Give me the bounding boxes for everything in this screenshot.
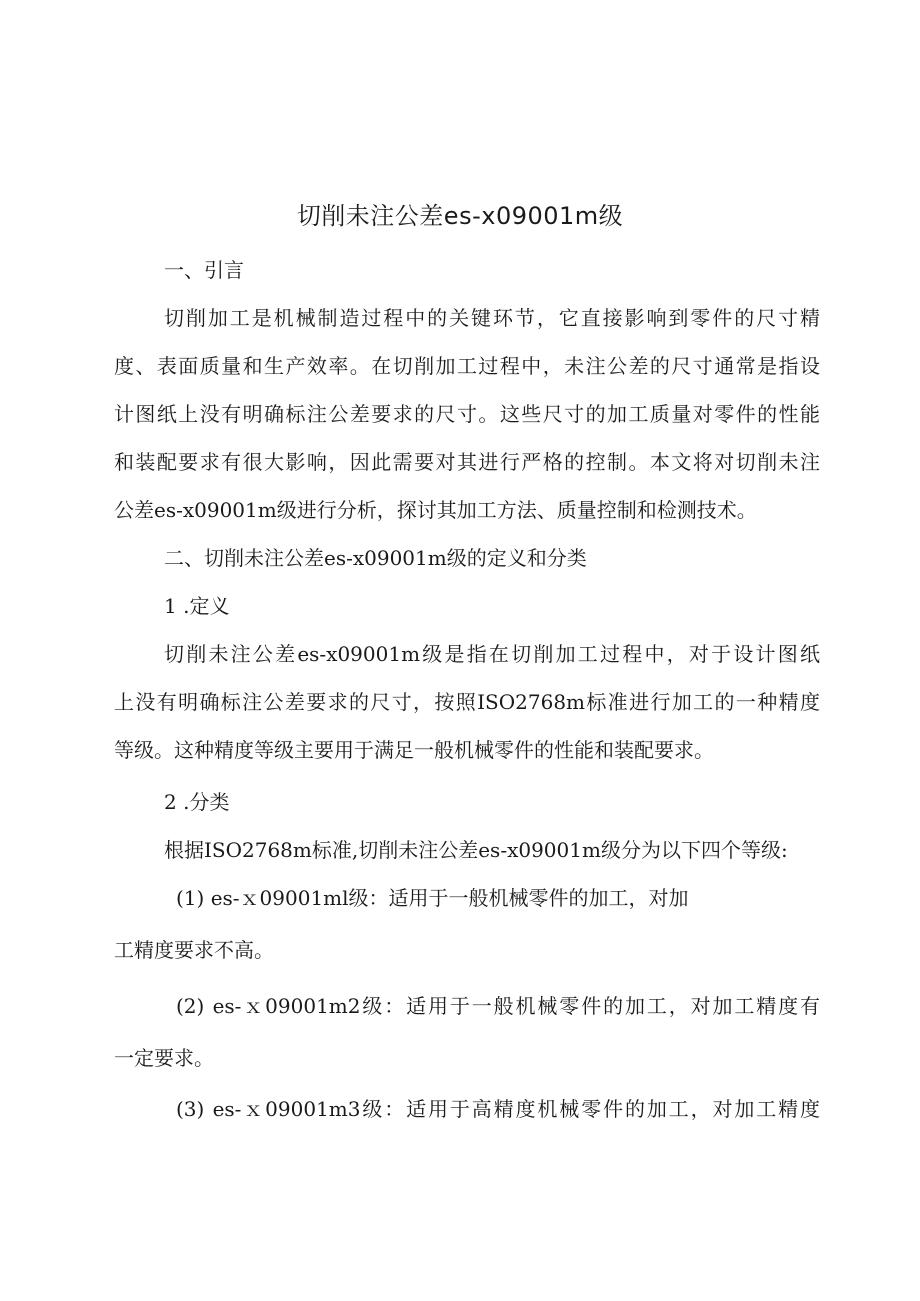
- document-title: 切削未注公差es-x09001m级: [296, 202, 624, 230]
- list-item-1-continuation: 工精度要求不高。: [114, 938, 274, 962]
- paragraph-line: 切削未注公差es-x09001m级是指在切削加工过程中，对于设计图纸: [164, 642, 820, 666]
- paragraph-line: 度、表面质量和生产效率。在切削加工过程中，未注公差的尺寸通常是指设: [114, 354, 820, 378]
- list-item-2: (2) es-ｘ09001m2级：适用于一般机械零件的加工，对加工精度有: [176, 994, 820, 1018]
- subheading-definition: 1 .定义: [164, 594, 230, 618]
- paragraph-line: 公差es-x09001m级进行分析，探讨其加工方法、质量控制和检测技术。: [114, 498, 757, 522]
- list-item-2-continuation: 一定要求。: [114, 1046, 214, 1070]
- section-heading-introduction: 一、引言: [164, 258, 244, 282]
- paragraph-line: 根据ISO2768m标准,切削未注公差es-x09001m级分为以下四个等级:: [164, 838, 788, 862]
- paragraph-line: 计图纸上没有明确标注公差要求的尺寸。这些尺寸的加工质量对零件的性能: [114, 402, 820, 426]
- list-item-1: (1) es-ｘ09001ml级：适用于一般机械零件的加工，对加: [176, 886, 689, 910]
- paragraph-line: 和装配要求有很大影响，因此需要对其进行严格的控制。本文将对切削未注: [114, 450, 820, 474]
- paragraph-line: 等级。这种精度等级主要用于满足一般机械零件的性能和装配要求。: [114, 738, 714, 762]
- paragraph-line: 上没有明确标注公差要求的尺寸，按照ISO2768m标准进行加工的一种精度: [114, 690, 820, 714]
- list-item-3: (3) es-ｘ09001m3级：适用于高精度机械零件的加工，对加工精度: [176, 1097, 820, 1121]
- paragraph-line: 切削加工是机械制造过程中的关键环节，它直接影响到零件的尺寸精: [164, 306, 820, 330]
- section-heading-definition-classification: 二、切削未注公差es-x09001m级的定义和分类: [164, 546, 587, 570]
- subheading-classification: 2 .分类: [164, 790, 230, 814]
